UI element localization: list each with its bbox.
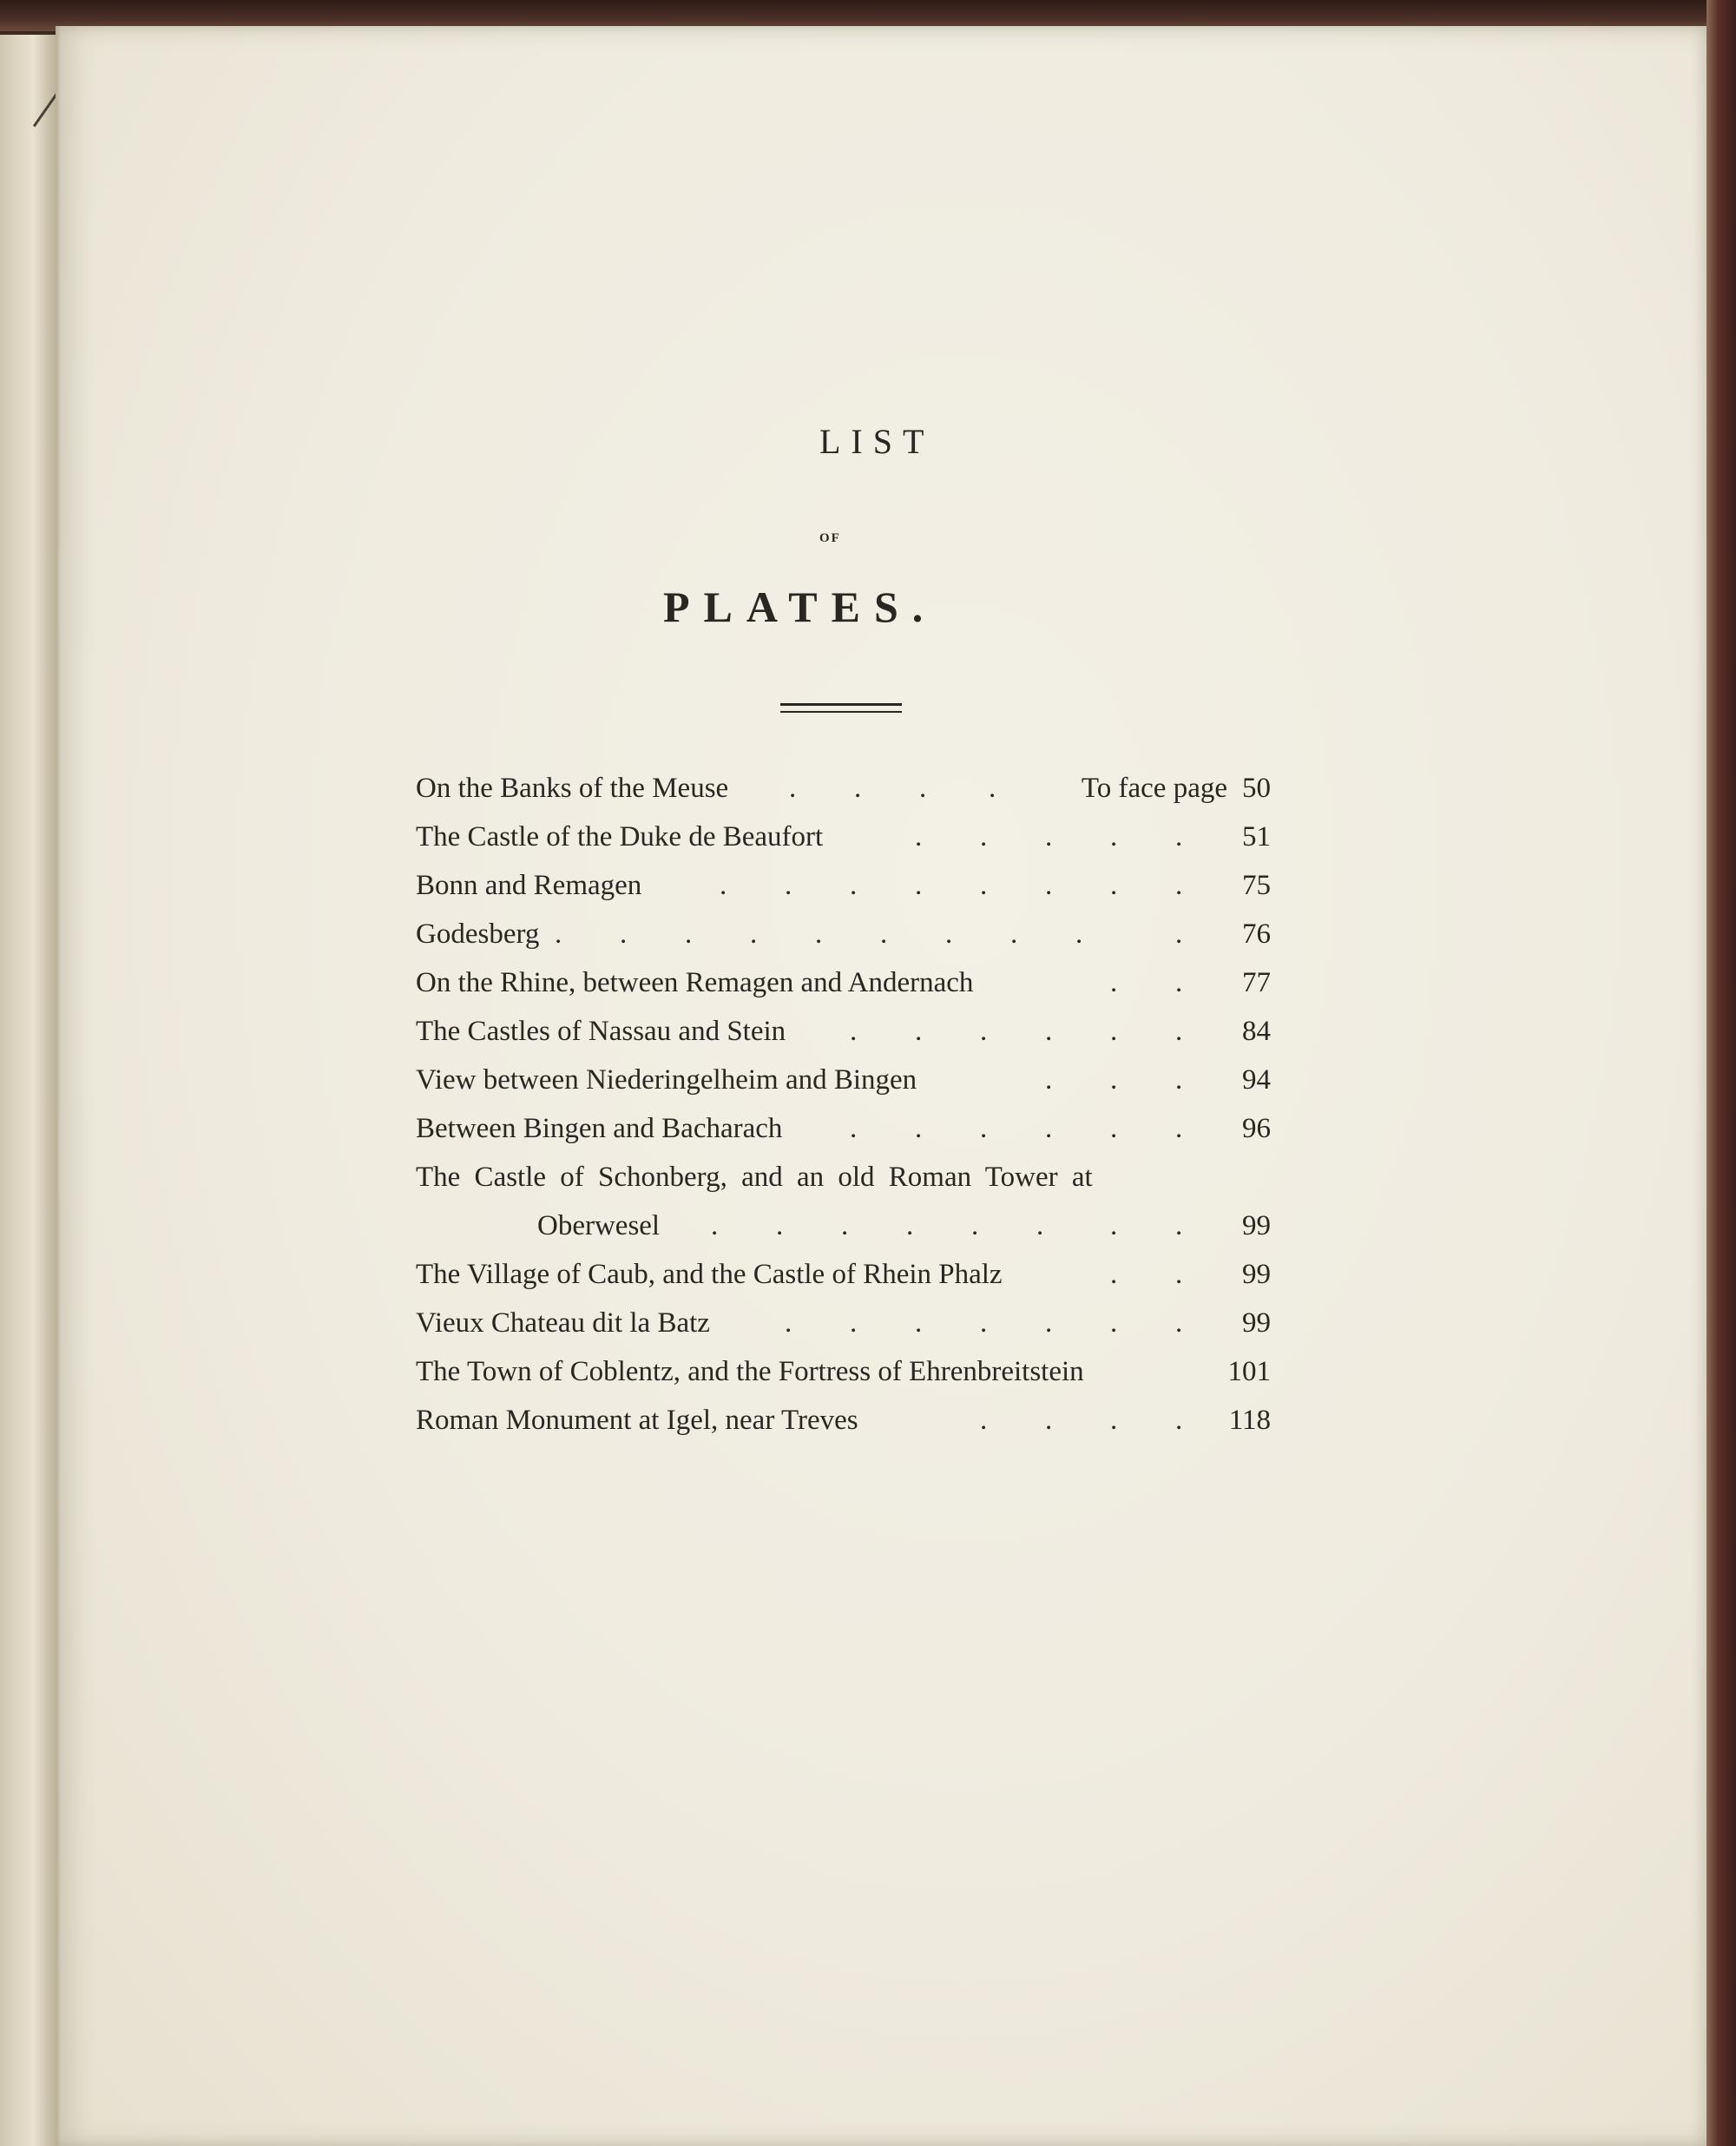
leader-dot: . bbox=[1045, 1113, 1053, 1144]
leader-dot: . bbox=[1175, 1259, 1183, 1290]
leader-dot: . bbox=[711, 1210, 719, 1241]
page-number: 101 bbox=[1227, 1356, 1271, 1387]
leader-dot: . bbox=[815, 918, 823, 950]
leader-dot: . bbox=[1075, 918, 1083, 950]
plate-title: Bonn and Remagen bbox=[416, 870, 642, 901]
list-item bbox=[416, 1259, 1271, 1302]
plate-title: The Village of Caub, and the Castle of Rhein Phalz bbox=[416, 1259, 1003, 1290]
leader-dot: . bbox=[789, 773, 797, 804]
leader-dot: . bbox=[980, 1405, 988, 1436]
page-number: 118 bbox=[1228, 1405, 1271, 1436]
leader-dot: . bbox=[945, 918, 953, 950]
list-item bbox=[416, 918, 1271, 962]
leader-dot: . bbox=[980, 870, 988, 901]
leader-dot: . bbox=[1110, 1064, 1118, 1096]
leader-dot: . bbox=[1045, 1064, 1053, 1096]
list-item bbox=[416, 1016, 1271, 1059]
leader-dot: . bbox=[906, 1210, 914, 1241]
leader-dot: . bbox=[1036, 1210, 1044, 1241]
page-number: 51 bbox=[1242, 821, 1271, 852]
leader-dot: . bbox=[720, 870, 727, 901]
page-number: 76 bbox=[1242, 918, 1271, 950]
leader-dot: . bbox=[1175, 870, 1183, 901]
plate-title-continued: Oberwesel bbox=[537, 1210, 661, 1241]
plate-title: Between Bingen and Bacharach bbox=[416, 1113, 783, 1144]
heading-list: LIST bbox=[819, 422, 935, 461]
list-item bbox=[416, 821, 1271, 865]
plate-title: Roman Monument at Igel, near Treves bbox=[416, 1405, 858, 1436]
leader-dot: . bbox=[1110, 1307, 1118, 1339]
list-item bbox=[416, 1307, 1271, 1351]
leader-dot: . bbox=[1045, 1016, 1053, 1047]
leader-dot: . bbox=[1110, 1016, 1118, 1047]
list-item bbox=[416, 1064, 1271, 1108]
leader-dot: . bbox=[1175, 1064, 1183, 1096]
double-rule-bottom bbox=[780, 711, 902, 713]
leader-dot: . bbox=[971, 1210, 979, 1241]
plate-title: On the Banks of the Meuse bbox=[416, 773, 729, 804]
leader-dot: . bbox=[555, 918, 562, 950]
leader-dot: . bbox=[1175, 1113, 1183, 1144]
leader-dot: . bbox=[919, 773, 927, 804]
leader-dot: . bbox=[1175, 918, 1183, 950]
leader-dot: . bbox=[915, 1113, 923, 1144]
plate-title: View between Niederingelheim and Bingen bbox=[416, 1064, 917, 1096]
leader-dot: . bbox=[1175, 967, 1183, 998]
leader-dot: . bbox=[1175, 821, 1183, 852]
leader-dot: . bbox=[1110, 1405, 1118, 1436]
book-page bbox=[56, 26, 1706, 2146]
page-number: 50 bbox=[1242, 773, 1271, 804]
list-item bbox=[416, 1405, 1271, 1448]
leader-dot: . bbox=[1045, 1405, 1053, 1436]
leader-dot: . bbox=[1110, 870, 1118, 901]
plate-title: The Castle of Schonberg, and an old Roman Tower at bbox=[416, 1162, 1093, 1193]
leader-dot: . bbox=[776, 1210, 784, 1241]
leader-dot: . bbox=[1110, 1113, 1118, 1144]
leader-dot: . bbox=[1045, 870, 1053, 901]
leader-dot: . bbox=[850, 1016, 858, 1047]
leader-dot: . bbox=[980, 1307, 988, 1339]
leader-dot: . bbox=[980, 1016, 988, 1047]
leader-dot: . bbox=[850, 1113, 858, 1144]
page-number: 99 bbox=[1242, 1210, 1271, 1241]
leader-dot: . bbox=[880, 918, 888, 950]
leader-dot: . bbox=[1045, 821, 1053, 852]
leader-dot: . bbox=[850, 1307, 858, 1339]
gutter-shadow bbox=[56, 26, 61, 2146]
plate-title: Vieux Chateau dit la Batz bbox=[416, 1307, 710, 1339]
heading-plates: PLATES. bbox=[663, 583, 937, 631]
plate-title: The Castles of Nassau and Stein bbox=[416, 1016, 786, 1047]
leader-dot: . bbox=[915, 821, 923, 852]
leader-dot: . bbox=[915, 1307, 923, 1339]
page-prefix: To face page bbox=[1081, 773, 1227, 804]
leader-dot: . bbox=[685, 918, 693, 950]
leader-dot: . bbox=[1175, 1405, 1183, 1436]
leader-dot: . bbox=[1045, 1307, 1053, 1339]
list-item bbox=[416, 1162, 1271, 1205]
page-number: 99 bbox=[1242, 1259, 1271, 1290]
plate-title: The Castle of the Duke de Beaufort bbox=[416, 821, 824, 852]
leader-dot: . bbox=[620, 918, 628, 950]
list-item bbox=[416, 773, 1271, 816]
facing-page-edge bbox=[0, 35, 57, 2146]
leader-dot: . bbox=[841, 1210, 849, 1241]
list-item bbox=[416, 870, 1271, 913]
leader-dot: . bbox=[1110, 821, 1118, 852]
leader-dot: . bbox=[1175, 1016, 1183, 1047]
plate-title: The Town of Coblentz, and the Fortress of Ehrenbreitstein bbox=[416, 1356, 1084, 1387]
leader-dot: . bbox=[1110, 967, 1118, 998]
leader-dot: . bbox=[750, 918, 758, 950]
leader-dot: . bbox=[915, 1016, 923, 1047]
list-item bbox=[416, 967, 1271, 1010]
plate-title: Godesberg bbox=[416, 918, 540, 950]
list-item bbox=[416, 1356, 1271, 1399]
leader-dot: . bbox=[850, 870, 858, 901]
page-number: 99 bbox=[1242, 1307, 1271, 1339]
leader-dot: . bbox=[1175, 1307, 1183, 1339]
leader-dot: . bbox=[1175, 1210, 1183, 1241]
page-number: 75 bbox=[1242, 870, 1271, 901]
leader-dot: . bbox=[915, 870, 923, 901]
page-number: 96 bbox=[1242, 1113, 1271, 1144]
double-rule-top bbox=[780, 703, 902, 706]
leader-dot: . bbox=[854, 773, 862, 804]
book-cover-right-edge bbox=[1706, 0, 1736, 2146]
list-item bbox=[416, 1113, 1271, 1156]
leader-dot: . bbox=[989, 773, 996, 804]
leader-dot: . bbox=[785, 870, 792, 901]
leader-dot: . bbox=[980, 821, 988, 852]
page-number: 77 bbox=[1242, 967, 1271, 998]
page-number: 94 bbox=[1242, 1064, 1271, 1096]
leader-dot: . bbox=[1110, 1210, 1118, 1241]
list-item bbox=[416, 1210, 1271, 1254]
leader-dot: . bbox=[1110, 1259, 1118, 1290]
leader-dot: . bbox=[980, 1113, 988, 1144]
heading-of: OF bbox=[819, 531, 841, 545]
leader-dot: . bbox=[1010, 918, 1018, 950]
plate-title: On the Rhine, between Remagen and Andernach bbox=[416, 967, 974, 998]
page-number: 84 bbox=[1242, 1016, 1271, 1047]
leader-dot: . bbox=[785, 1307, 792, 1339]
